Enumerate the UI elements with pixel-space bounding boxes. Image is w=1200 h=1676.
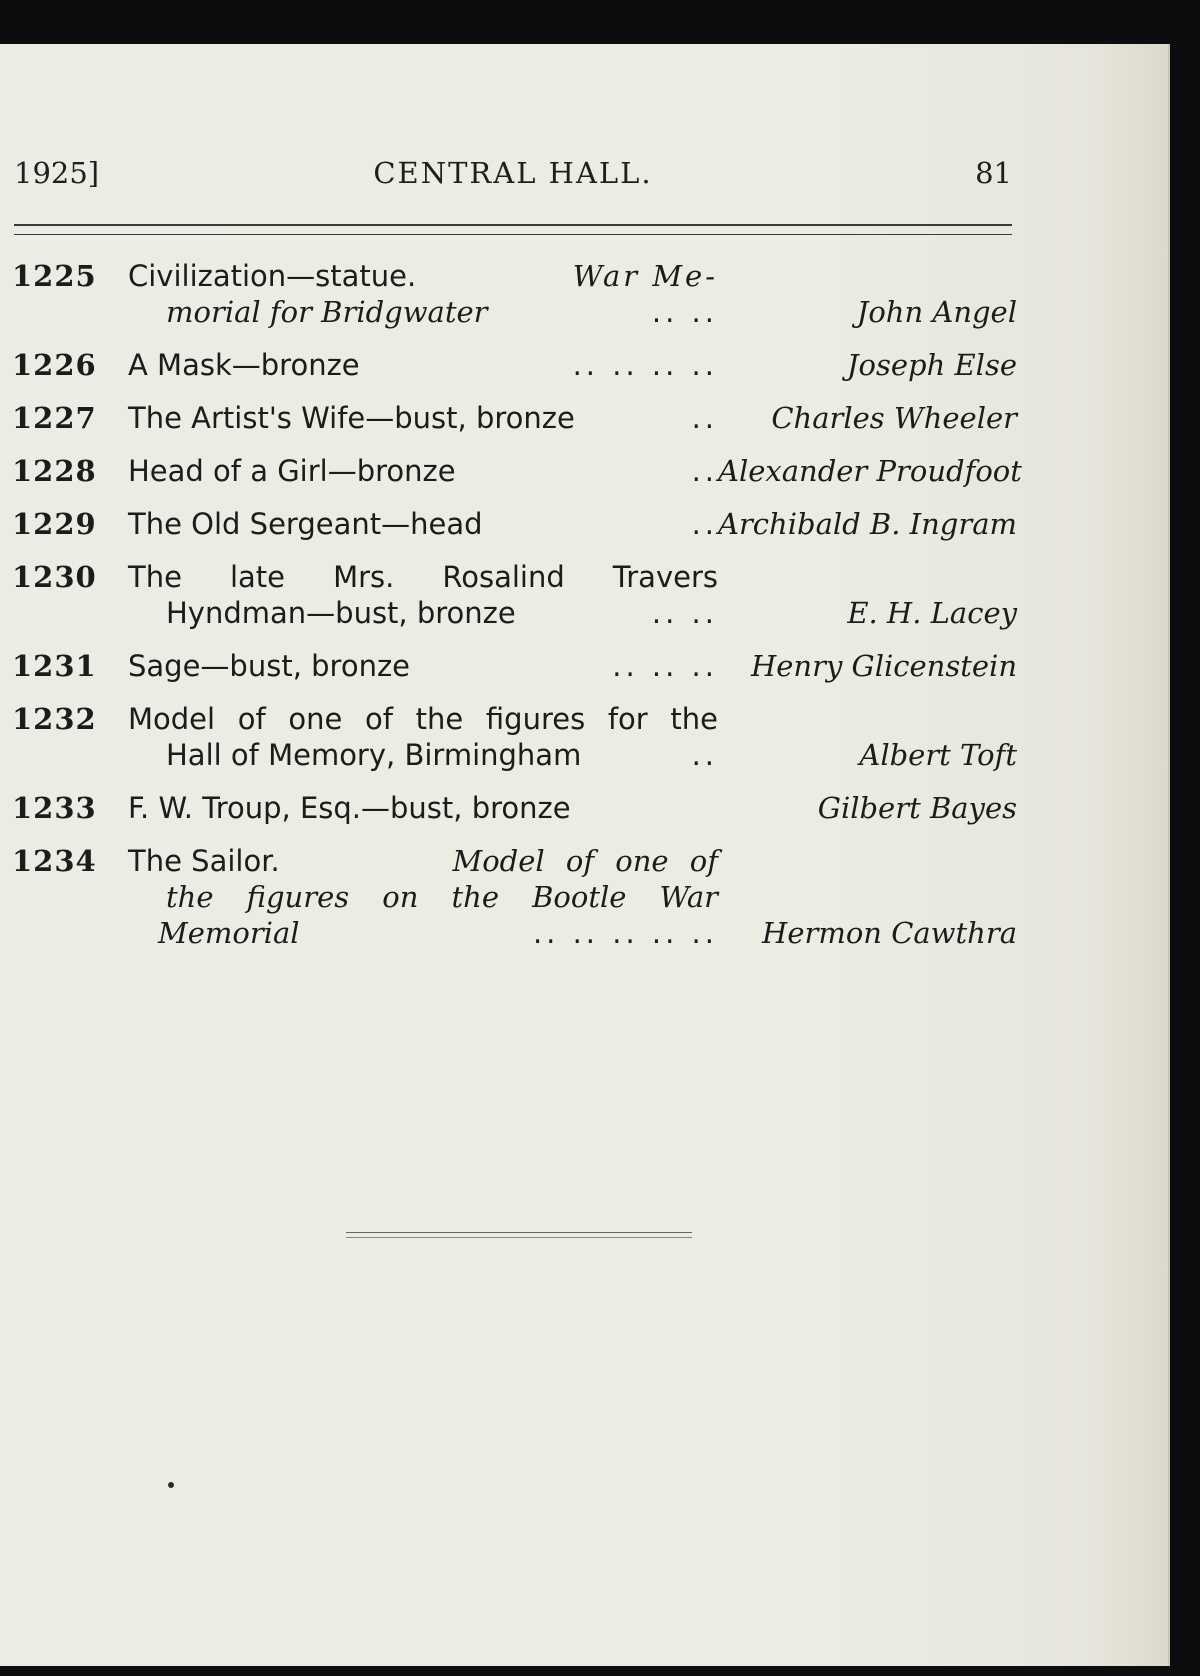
header-rule <box>14 224 1012 235</box>
entry-artist: John Angel <box>856 295 1017 329</box>
entry-title-line: Model of one of <box>452 844 718 878</box>
entry-number: 1231 <box>12 649 97 683</box>
entry-title <box>128 790 718 826</box>
entry-artist: Albert Toft <box>859 738 1017 772</box>
entry-title-line: Model of one of the figures for the <box>128 702 718 736</box>
catalogue-entry <box>12 400 1017 436</box>
leader-dots: .. .. <box>651 295 718 329</box>
entry-title <box>128 559 718 631</box>
catalogue-list <box>12 258 1022 968</box>
entry-artist: Joseph Else <box>846 348 1017 382</box>
entry-title <box>128 701 718 773</box>
book-page <box>0 44 1168 1666</box>
entry-title <box>128 648 718 684</box>
leader-dots: .. .. .. <box>612 649 718 683</box>
entry-title-line: War Me- <box>572 259 718 293</box>
catalogue-entry <box>12 258 1017 330</box>
entry-title-line: The Old Sergeant—head <box>128 507 483 541</box>
catalogue-entry <box>12 506 1017 542</box>
entry-title-line: the figures on the Bootle War <box>166 880 718 914</box>
leader-dots: .. <box>691 401 718 435</box>
leader-dots: .. <box>691 507 718 541</box>
catalogue-entry <box>12 453 1022 489</box>
entry-number: 1226 <box>12 348 97 382</box>
entry-title <box>128 843 718 951</box>
catalogue-entry <box>12 648 1017 684</box>
entry-title-line: The Artist's Wife—bust, bronze <box>128 401 575 435</box>
entry-title-line: The Sailor. <box>128 844 280 878</box>
catalogue-entry <box>12 347 1017 383</box>
entry-artist: Charles Wheeler <box>771 401 1017 435</box>
entry-title-line: Sage—bust, bronze <box>128 649 411 683</box>
catalogue-entry <box>12 843 1017 951</box>
entry-number: 1225 <box>12 259 97 293</box>
leader-dots: .. .. .. .. <box>572 348 718 382</box>
entry-title <box>128 347 718 383</box>
header-title: CENTRAL HALL. <box>373 156 653 190</box>
entry-number: 1228 <box>12 454 97 488</box>
entry-number: 1234 <box>12 844 97 878</box>
entry-number: 1232 <box>12 702 97 736</box>
entry-title-line: Head of a Girl—bronze <box>128 454 456 488</box>
entry-number: 1233 <box>12 791 97 825</box>
entry-artist: Henry Glicenstein <box>750 649 1017 683</box>
entry-artist: Archibald B. Ingram <box>718 507 1018 541</box>
leader-dots: .. <box>691 738 718 772</box>
entry-title-line: F. W. Troup, Esq.—bust, bronze <box>128 791 571 825</box>
entry-title-line: The late Mrs. Rosalind Travers <box>128 560 718 594</box>
paper-speck <box>168 1482 174 1488</box>
leader-dots: .. .. <box>651 596 718 630</box>
entry-number: 1227 <box>12 401 97 435</box>
entry-title-line: Memorial <box>158 916 300 950</box>
running-header <box>14 142 1012 202</box>
entry-title <box>128 400 718 436</box>
entry-title-line: Hyndman—bust, bronze <box>166 596 516 630</box>
entry-title <box>128 258 718 330</box>
entry-title-line: A Mask—bronze <box>128 348 360 382</box>
entry-number: 1229 <box>12 507 97 541</box>
entry-title-line: Hall of Memory, Birmingham <box>166 738 582 772</box>
catalogue-entry <box>12 701 1017 773</box>
entry-title <box>128 506 718 542</box>
entry-artist: Hermon Cawthra <box>762 916 1017 950</box>
catalogue-entry <box>12 559 1017 631</box>
leader-dots: .. <box>691 454 718 488</box>
page-number: 81 <box>975 156 1012 190</box>
catalogue-entry <box>12 790 1017 826</box>
entry-number: 1230 <box>12 560 97 594</box>
entry-title-line: morial for Bridgwater <box>166 295 488 329</box>
leader-dots: .. .. .. .. .. <box>532 916 718 950</box>
entry-title <box>128 453 718 489</box>
header-year: 1925] <box>14 156 100 190</box>
entry-artist: Alexander Proudfoot <box>718 454 1022 488</box>
end-rule <box>346 1232 692 1238</box>
entry-artist: Gilbert Bayes <box>817 791 1017 825</box>
entry-artist: E. H. Lacey <box>847 596 1017 630</box>
entry-title-line: Civilization—statue. <box>128 259 417 293</box>
